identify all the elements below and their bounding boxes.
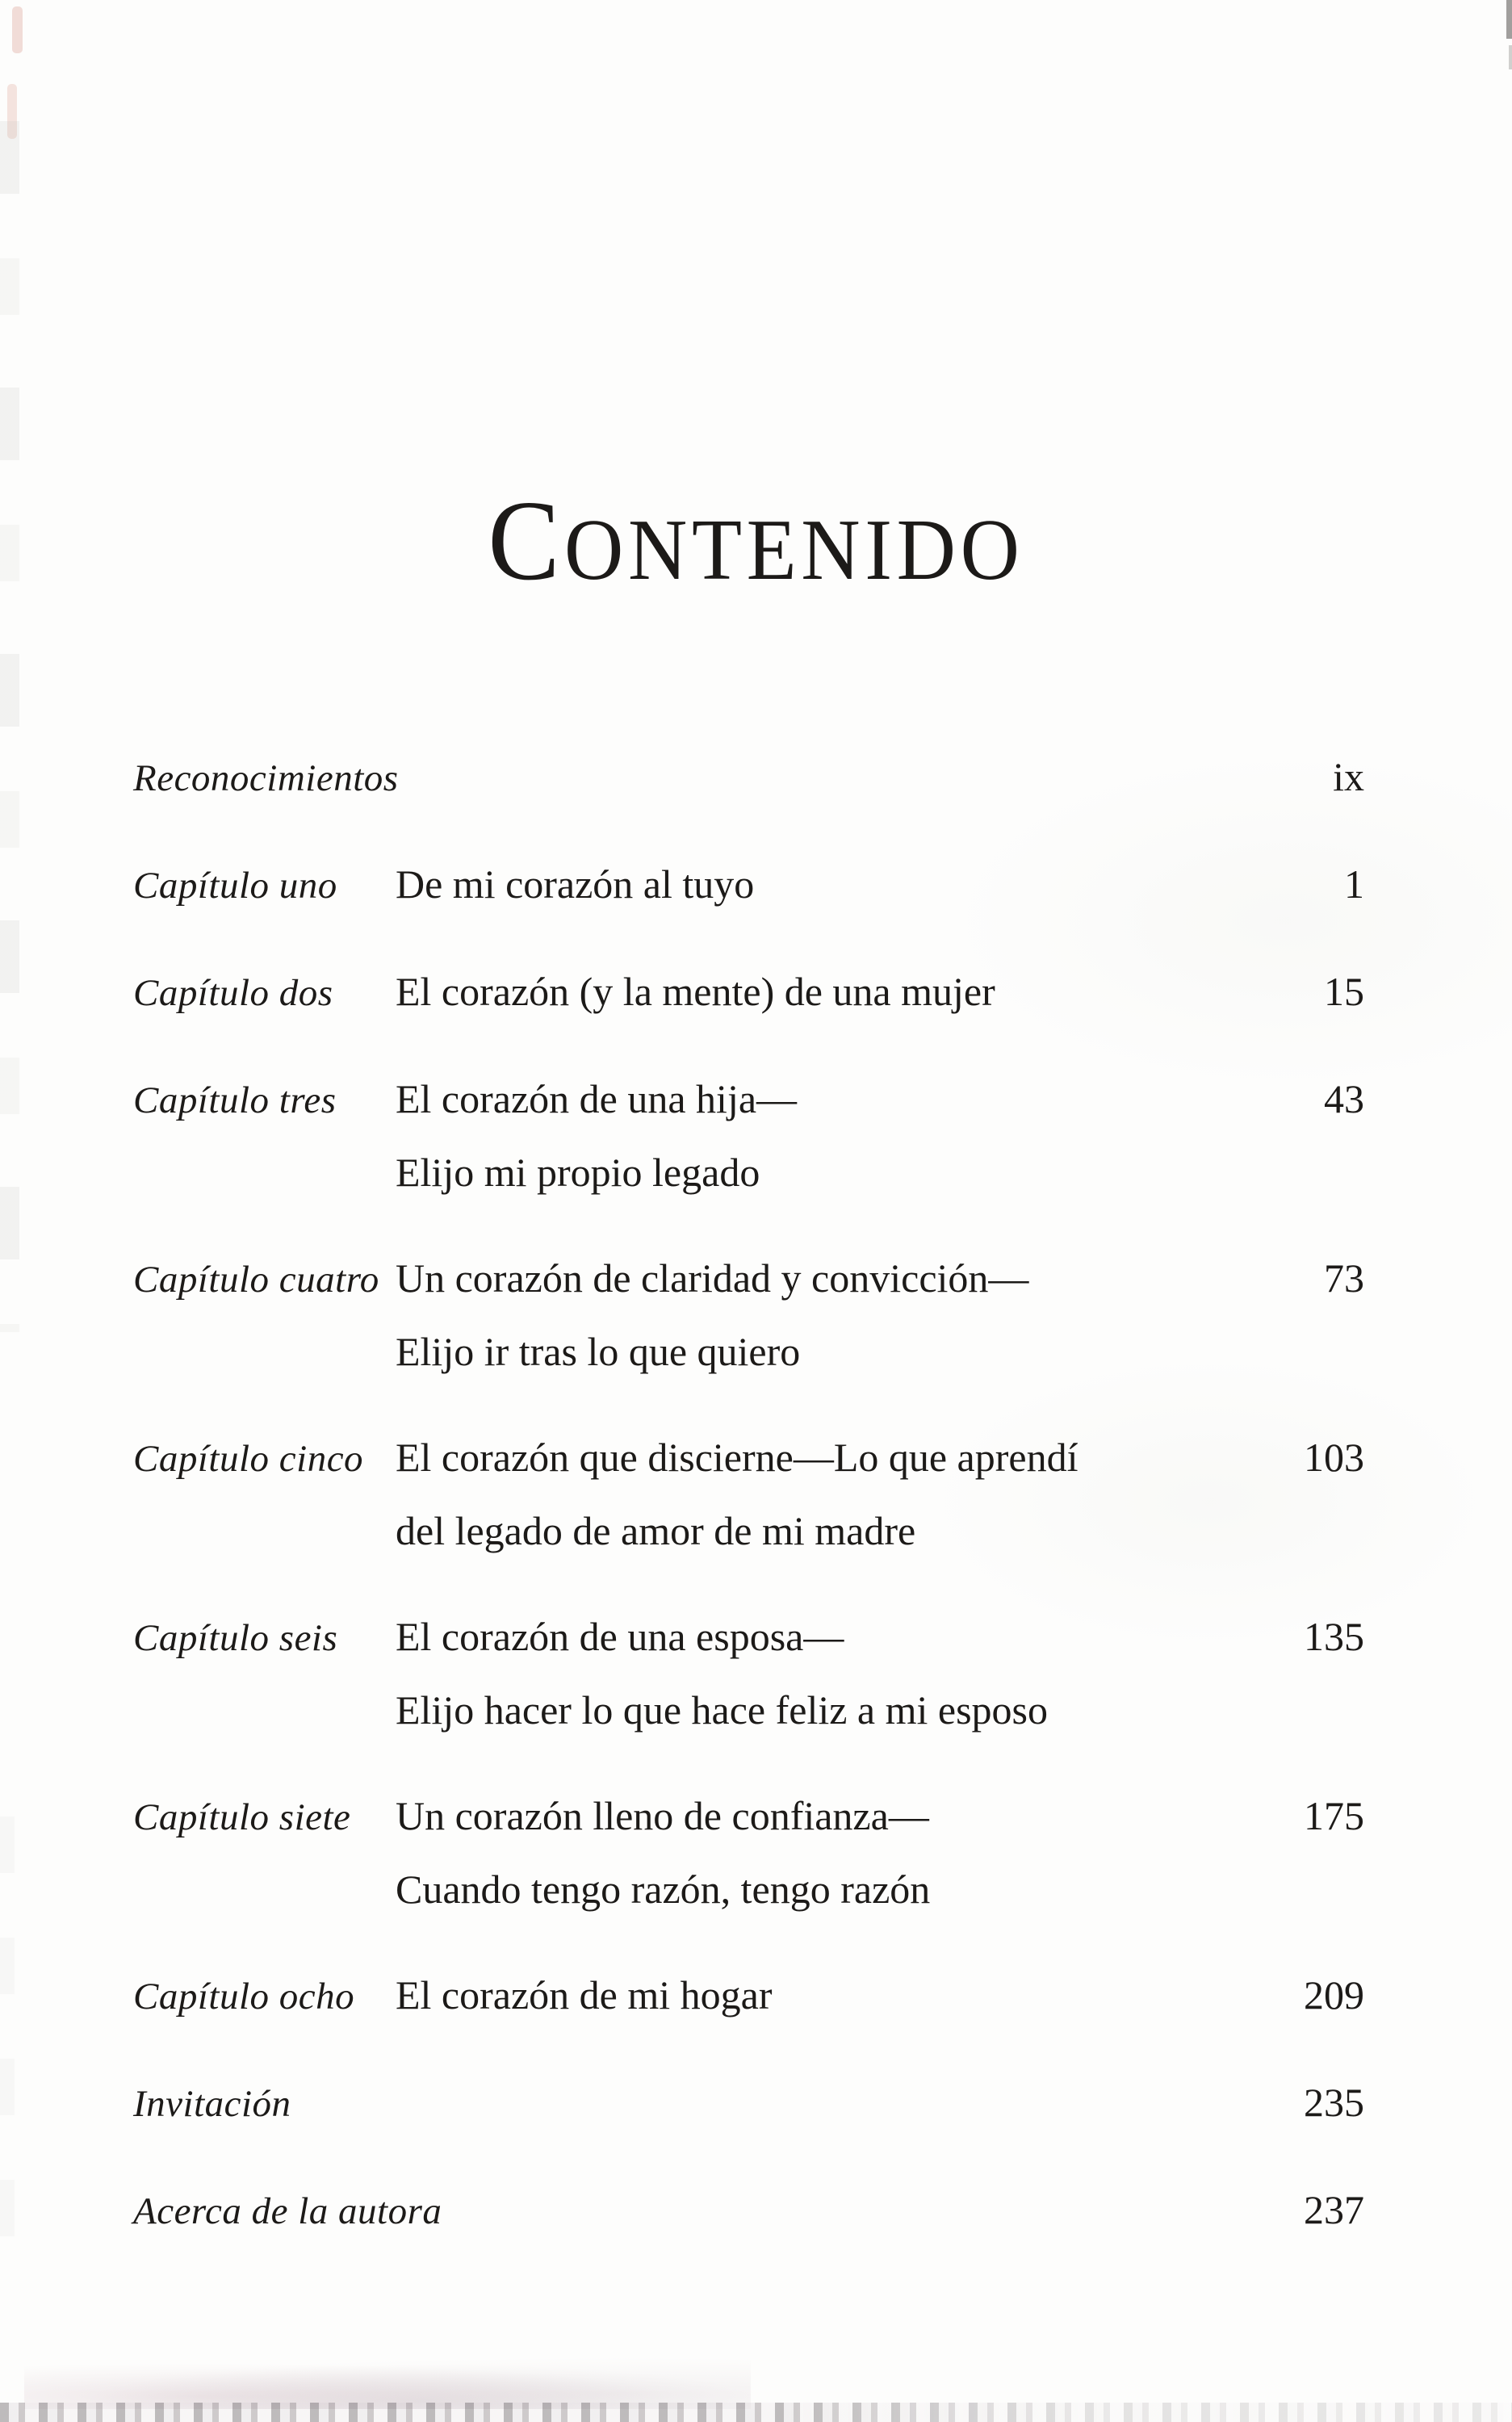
scan-artifact-right-edge-sliver [1506, 0, 1512, 39]
chapter-page-number: 135 [1304, 1614, 1364, 1659]
back-matter-page-number: 237 [1304, 2187, 1364, 2232]
chapter-page-number: 175 [1304, 1793, 1364, 1838]
chapter-label: Capítulo tres [133, 1079, 337, 1121]
back-matter-page-number: 235 [1304, 2080, 1364, 2125]
chapter-label: Capítulo cinco [133, 1438, 364, 1480]
chapter-title-line: El corazón (y la mente) de una mujer [396, 969, 995, 1014]
chapter-title [396, 1959, 1203, 2032]
chapter-label: Capítulo seis [133, 1617, 338, 1659]
chapter-title [396, 848, 1203, 921]
back-matter-label: Acerca de la autora [133, 2190, 442, 2232]
chapter-title [396, 1062, 1203, 1209]
chapter-title [396, 1779, 1203, 1926]
chapter-title [396, 1600, 1203, 1747]
chapter-label: Capítulo uno [133, 865, 337, 907]
chapter-label: Capítulo cuatro [133, 1259, 379, 1301]
chapter-page-number: 15 [1324, 969, 1364, 1014]
toc-row-capitulo-ocho [133, 1959, 1364, 2034]
toc-row-acerca-de-la-autora [133, 2173, 1364, 2248]
chapter-label: Capítulo siete [133, 1796, 351, 1838]
chapter-title-line: El corazón que discierne—Lo que aprendí [396, 1435, 1079, 1480]
chapter-title-line: El corazón de una hija— [396, 1076, 798, 1121]
toc-row-capitulo-uno [133, 848, 1364, 923]
chapter-subtitle-line: Elijo hacer lo que hace feliz a mi esposo [396, 1687, 1049, 1733]
scan-artifact-left-edge-smudge-lower [0, 1816, 15, 2301]
chapter-subtitle-line: del legado de amor de mi madre [396, 1508, 916, 1553]
toc-row-capitulo-cinco [133, 1421, 1364, 1568]
chapter-title [396, 955, 1203, 1029]
toc-row-invitacion [133, 2066, 1364, 2141]
toc-row-reconocimientos [133, 740, 1364, 815]
chapter-page-number: 73 [1324, 1255, 1364, 1301]
scan-artifact-left-edge-smudge [0, 121, 19, 1332]
front-matter-page-number: ix [1333, 754, 1364, 799]
chapter-title [396, 1242, 1203, 1389]
chapter-title [396, 1421, 1203, 1568]
chapter-subtitle-line: Elijo ir tras lo que quiero [396, 1329, 801, 1374]
chapter-title-line: El corazón de mi hogar [396, 1972, 773, 2018]
front-matter-label: Reconocimientos [133, 757, 399, 799]
scan-artifact-bottom-scanner-band [0, 2403, 1512, 2422]
chapter-title-line: Un corazón de claridad y convicción— [396, 1255, 1029, 1301]
table-of-contents [133, 740, 1364, 2281]
chapter-page-number: 1 [1344, 861, 1364, 907]
scan-artifact-red-dash-1 [12, 6, 23, 53]
chapter-title-line: De mi corazón al tuyo [396, 861, 755, 907]
page-title-initial: C [488, 476, 565, 604]
scan-artifact-red-dash-2 [7, 84, 17, 139]
chapter-subtitle-line: Elijo mi propio legado [396, 1150, 760, 1195]
scan-artifact-right-edge-sliver-2 [1509, 45, 1512, 69]
chapter-page-number: 103 [1304, 1435, 1364, 1480]
chapter-label: Capítulo ocho [133, 1976, 355, 2018]
page-title-rest: ONTENIDO [564, 502, 1024, 598]
toc-row-capitulo-tres [133, 1062, 1364, 1209]
chapter-subtitle-line: Cuando tengo razón, tengo razón [396, 1867, 931, 1912]
toc-row-capitulo-siete [133, 1779, 1364, 1926]
chapter-label: Capítulo dos [133, 972, 333, 1014]
chapter-title-line: El corazón de una esposa— [396, 1614, 844, 1659]
chapter-page-number: 209 [1304, 1972, 1364, 2018]
toc-row-capitulo-seis [133, 1600, 1364, 1747]
toc-row-capitulo-cuatro [133, 1242, 1364, 1389]
toc-row-capitulo-dos [133, 955, 1364, 1030]
back-matter-label: Invitación [133, 2083, 291, 2125]
chapter-title-line: Un corazón lleno de confianza— [396, 1793, 929, 1838]
chapter-page-number: 43 [1324, 1076, 1364, 1121]
page-title [45, 476, 1467, 604]
scan-artifact-bottom-mottle [24, 2357, 751, 2409]
